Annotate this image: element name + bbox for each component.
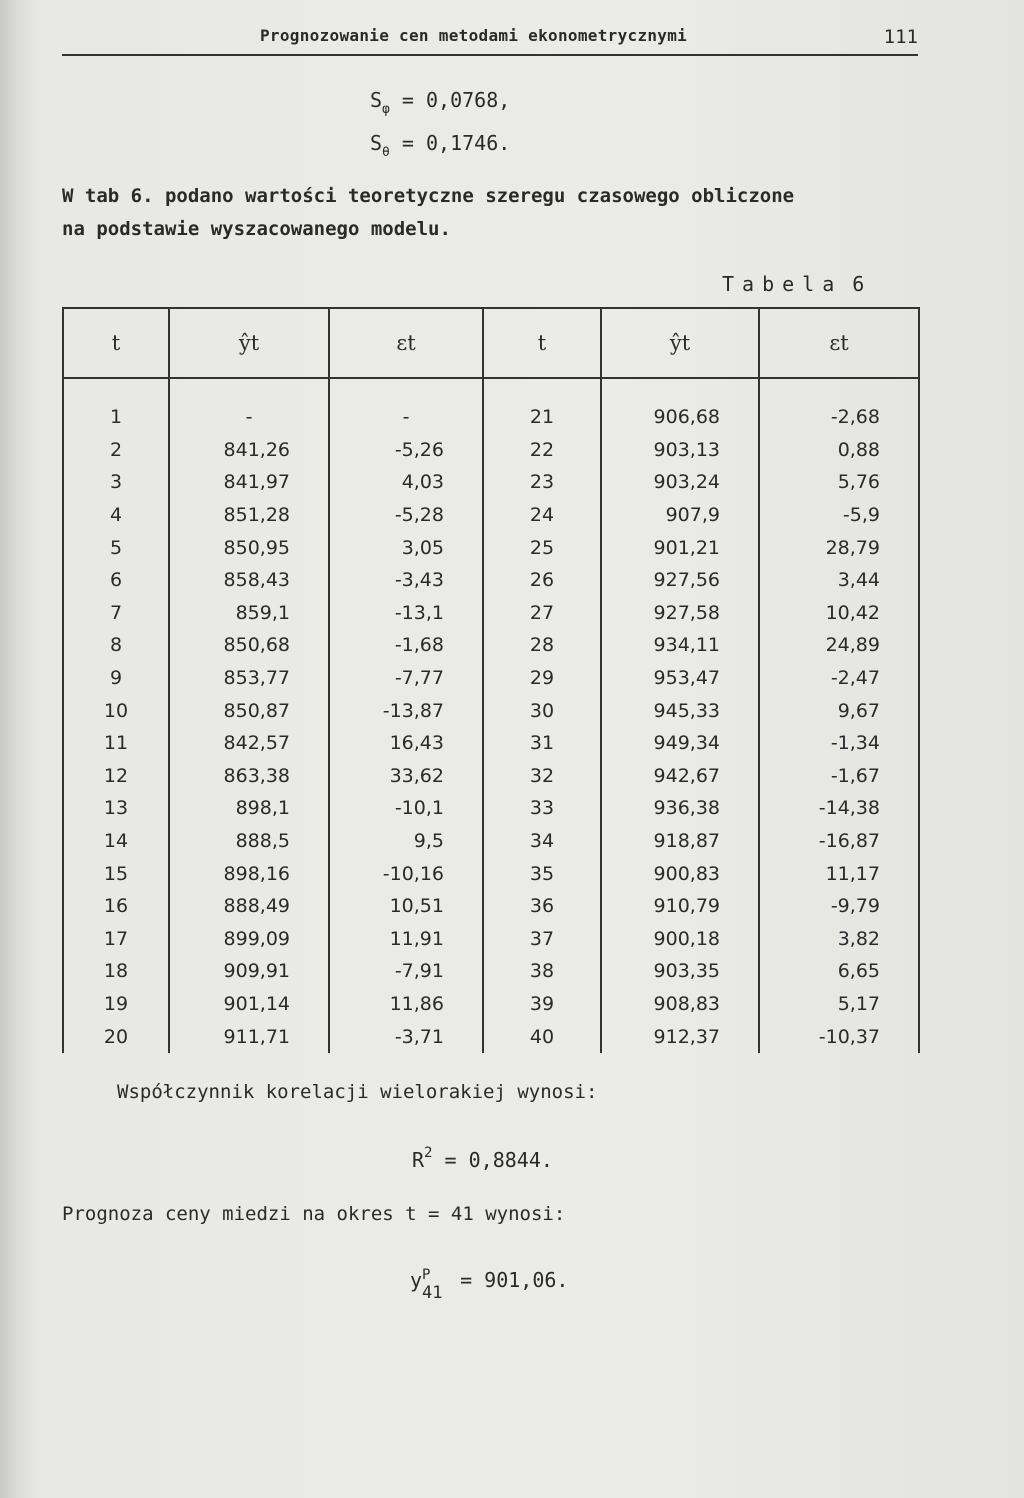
cell-yhat: 851,28 bbox=[169, 499, 329, 532]
page-number: 111 bbox=[883, 26, 918, 48]
cell-t: 7 bbox=[63, 597, 169, 630]
cell-t: 20 bbox=[63, 1020, 169, 1053]
table-row bbox=[63, 531, 919, 564]
cell-t: 22 bbox=[483, 434, 601, 467]
cell-yhat: 909,91 bbox=[169, 955, 329, 988]
table-row bbox=[63, 923, 919, 956]
table-row bbox=[63, 760, 919, 793]
table-row bbox=[63, 499, 919, 532]
cell-yhat: 841,97 bbox=[169, 466, 329, 499]
s-phi-symbol: S bbox=[370, 88, 383, 112]
cell-yhat: 888,5 bbox=[169, 825, 329, 858]
cell-epsilon: 3,82 bbox=[759, 923, 919, 956]
cell-yhat: 842,57 bbox=[169, 727, 329, 760]
cell-yhat: 863,38 bbox=[169, 760, 329, 793]
cell-yhat: 850,87 bbox=[169, 694, 329, 727]
intro-line-1: W tab 6. podano wartości teoretyczne szeregu czasowego obliczone bbox=[62, 185, 795, 207]
cell-epsilon: -2,68 bbox=[759, 378, 919, 434]
cell-epsilon: 5,17 bbox=[759, 988, 919, 1021]
table-caption-label: Tabela bbox=[722, 272, 843, 296]
table-row bbox=[63, 597, 919, 630]
cell-epsilon: -3,43 bbox=[329, 564, 483, 597]
cell-yhat: - bbox=[169, 378, 329, 434]
table-row bbox=[63, 564, 919, 597]
table-row bbox=[63, 629, 919, 662]
table-caption-number: 6 bbox=[852, 272, 865, 296]
cell-epsilon: 5,76 bbox=[759, 466, 919, 499]
forecast-value: = 901,06. bbox=[460, 1268, 569, 1292]
header-epsilon-1: εt bbox=[329, 308, 483, 378]
cell-epsilon: -5,28 bbox=[329, 499, 483, 532]
cell-t: 24 bbox=[483, 499, 601, 532]
cell-epsilon: 6,65 bbox=[759, 955, 919, 988]
table-row bbox=[63, 662, 919, 695]
cell-t: 33 bbox=[483, 792, 601, 825]
cell-epsilon: 11,86 bbox=[329, 988, 483, 1021]
cell-yhat: 936,38 bbox=[601, 792, 759, 825]
s-phi-formula bbox=[370, 88, 511, 117]
table-row bbox=[63, 988, 919, 1021]
cell-yhat: 853,77 bbox=[169, 662, 329, 695]
cell-yhat: 910,79 bbox=[601, 890, 759, 923]
cell-yhat: 899,09 bbox=[169, 923, 329, 956]
cell-epsilon: -3,71 bbox=[329, 1020, 483, 1053]
r-squared-value: = 0,8844. bbox=[444, 1148, 553, 1172]
s-theta-value: = 0,1746. bbox=[401, 131, 511, 155]
cell-epsilon: -5,26 bbox=[329, 434, 483, 467]
table-row bbox=[63, 434, 919, 467]
cell-t: 21 bbox=[483, 378, 601, 434]
cell-epsilon: -16,87 bbox=[759, 825, 919, 858]
cell-t: 39 bbox=[483, 988, 601, 1021]
table-row bbox=[63, 955, 919, 988]
cell-t: 40 bbox=[483, 1020, 601, 1053]
cell-epsilon: -5,9 bbox=[759, 499, 919, 532]
header-epsilon-2: εt bbox=[759, 308, 919, 378]
cell-epsilon: -1,34 bbox=[759, 727, 919, 760]
r-squared-formula bbox=[412, 1145, 553, 1172]
cell-epsilon: -7,77 bbox=[329, 662, 483, 695]
cell-t: 12 bbox=[63, 760, 169, 793]
correlation-text: Współczynnik korelacji wielorakiej wynosi: bbox=[117, 1081, 598, 1103]
cell-epsilon: -1,68 bbox=[329, 629, 483, 662]
cell-t: 13 bbox=[63, 792, 169, 825]
y-subscript: 41 bbox=[422, 1283, 443, 1303]
cell-yhat: 908,83 bbox=[601, 988, 759, 1021]
cell-yhat: 859,1 bbox=[169, 597, 329, 630]
y-superscript: P bbox=[422, 1267, 431, 1283]
cell-t: 35 bbox=[483, 857, 601, 890]
intro-line-2: na podstawie wyszacowanego modelu. bbox=[62, 218, 451, 240]
y-symbol: y bbox=[410, 1268, 423, 1292]
cell-t: 16 bbox=[63, 890, 169, 923]
cell-t: 15 bbox=[63, 857, 169, 890]
cell-epsilon: 0,88 bbox=[759, 434, 919, 467]
cell-yhat: 934,11 bbox=[601, 629, 759, 662]
cell-yhat: 841,26 bbox=[169, 434, 329, 467]
cell-epsilon: 4,03 bbox=[329, 466, 483, 499]
cell-t: 34 bbox=[483, 825, 601, 858]
table-row bbox=[63, 727, 919, 760]
table-row bbox=[63, 466, 919, 499]
cell-epsilon: - bbox=[329, 378, 483, 434]
cell-epsilon: 9,5 bbox=[329, 825, 483, 858]
cell-epsilon: 11,91 bbox=[329, 923, 483, 956]
cell-epsilon: -10,37 bbox=[759, 1020, 919, 1053]
forecast-text: Prognoza ceny miedzi na okres t = 41 wynosi: bbox=[62, 1203, 566, 1225]
cell-yhat: 907,9 bbox=[601, 499, 759, 532]
table-row bbox=[63, 857, 919, 890]
cell-yhat: 900,18 bbox=[601, 923, 759, 956]
cell-yhat: 945,33 bbox=[601, 694, 759, 727]
forecast-formula bbox=[410, 1267, 569, 1303]
cell-yhat: 942,67 bbox=[601, 760, 759, 793]
s-theta-formula bbox=[370, 131, 511, 160]
cell-t: 19 bbox=[63, 988, 169, 1021]
cell-t: 14 bbox=[63, 825, 169, 858]
cell-epsilon: 10,42 bbox=[759, 597, 919, 630]
cell-yhat: 903,13 bbox=[601, 434, 759, 467]
cell-t: 3 bbox=[63, 466, 169, 499]
cell-yhat: 953,47 bbox=[601, 662, 759, 695]
s-theta-subscript: θ bbox=[382, 145, 390, 160]
cell-yhat: 850,68 bbox=[169, 629, 329, 662]
cell-yhat: 858,43 bbox=[169, 564, 329, 597]
cell-t: 28 bbox=[483, 629, 601, 662]
cell-t: 6 bbox=[63, 564, 169, 597]
table-body bbox=[63, 378, 919, 1053]
cell-yhat: 918,87 bbox=[601, 825, 759, 858]
cell-epsilon: -7,91 bbox=[329, 955, 483, 988]
table-row bbox=[63, 825, 919, 858]
cell-yhat: 901,21 bbox=[601, 531, 759, 564]
cell-yhat: 898,16 bbox=[169, 857, 329, 890]
cell-t: 9 bbox=[63, 662, 169, 695]
cell-t: 27 bbox=[483, 597, 601, 630]
header-title: Prognozowanie cen metodami ekonometrycznymi bbox=[260, 26, 688, 45]
header-yhat-1: ŷt bbox=[169, 308, 329, 378]
cell-t: 17 bbox=[63, 923, 169, 956]
cell-epsilon: 28,79 bbox=[759, 531, 919, 564]
data-table bbox=[62, 307, 920, 1053]
cell-epsilon: -14,38 bbox=[759, 792, 919, 825]
cell-yhat: 912,37 bbox=[601, 1020, 759, 1053]
r-power: 2 bbox=[424, 1145, 433, 1161]
cell-yhat: 949,34 bbox=[601, 727, 759, 760]
cell-epsilon: -9,79 bbox=[759, 890, 919, 923]
cell-yhat: 888,49 bbox=[169, 890, 329, 923]
cell-yhat: 906,68 bbox=[601, 378, 759, 434]
cell-t: 29 bbox=[483, 662, 601, 695]
table-row bbox=[63, 890, 919, 923]
cell-epsilon: -13,87 bbox=[329, 694, 483, 727]
cell-epsilon: -1,67 bbox=[759, 760, 919, 793]
cell-epsilon: 24,89 bbox=[759, 629, 919, 662]
cell-t: 25 bbox=[483, 531, 601, 564]
running-header bbox=[62, 24, 918, 56]
cell-t: 36 bbox=[483, 890, 601, 923]
s-theta-symbol: S bbox=[370, 131, 383, 155]
cell-yhat: 903,35 bbox=[601, 955, 759, 988]
cell-yhat: 898,1 bbox=[169, 792, 329, 825]
cell-epsilon: -13,1 bbox=[329, 597, 483, 630]
cell-t: 2 bbox=[63, 434, 169, 467]
cell-epsilon: 10,51 bbox=[329, 890, 483, 923]
s-phi-value: = 0,0768, bbox=[401, 88, 511, 112]
cell-epsilon: 16,43 bbox=[329, 727, 483, 760]
cell-yhat: 901,14 bbox=[169, 988, 329, 1021]
cell-epsilon: -2,47 bbox=[759, 662, 919, 695]
cell-yhat: 900,83 bbox=[601, 857, 759, 890]
cell-epsilon: -10,1 bbox=[329, 792, 483, 825]
cell-t: 5 bbox=[63, 531, 169, 564]
header-t-2: t bbox=[483, 308, 601, 378]
cell-epsilon: 3,05 bbox=[329, 531, 483, 564]
table-caption bbox=[722, 272, 864, 296]
cell-t: 1 bbox=[63, 378, 169, 434]
s-phi-subscript: φ bbox=[382, 102, 390, 117]
cell-t: 23 bbox=[483, 466, 601, 499]
cell-yhat: 927,56 bbox=[601, 564, 759, 597]
cell-epsilon: 9,67 bbox=[759, 694, 919, 727]
cell-t: 11 bbox=[63, 727, 169, 760]
table-header-row bbox=[63, 308, 919, 378]
cell-epsilon: 33,62 bbox=[329, 760, 483, 793]
cell-t: 4 bbox=[63, 499, 169, 532]
cell-epsilon: 11,17 bbox=[759, 857, 919, 890]
table-row bbox=[63, 378, 919, 434]
cell-yhat: 903,24 bbox=[601, 466, 759, 499]
cell-t: 26 bbox=[483, 564, 601, 597]
cell-epsilon: 3,44 bbox=[759, 564, 919, 597]
header-t-1: t bbox=[63, 308, 169, 378]
cell-t: 30 bbox=[483, 694, 601, 727]
table-row bbox=[63, 792, 919, 825]
cell-t: 32 bbox=[483, 760, 601, 793]
cell-yhat: 911,71 bbox=[169, 1020, 329, 1053]
r-symbol: R bbox=[412, 1148, 425, 1172]
cell-t: 18 bbox=[63, 955, 169, 988]
cell-yhat: 927,58 bbox=[601, 597, 759, 630]
cell-t: 37 bbox=[483, 923, 601, 956]
cell-t: 38 bbox=[483, 955, 601, 988]
cell-epsilon: -10,16 bbox=[329, 857, 483, 890]
table-row bbox=[63, 694, 919, 727]
cell-yhat: 850,95 bbox=[169, 531, 329, 564]
cell-t: 8 bbox=[63, 629, 169, 662]
header-yhat-2: ŷt bbox=[601, 308, 759, 378]
cell-t: 10 bbox=[63, 694, 169, 727]
table-row bbox=[63, 1020, 919, 1053]
cell-t: 31 bbox=[483, 727, 601, 760]
